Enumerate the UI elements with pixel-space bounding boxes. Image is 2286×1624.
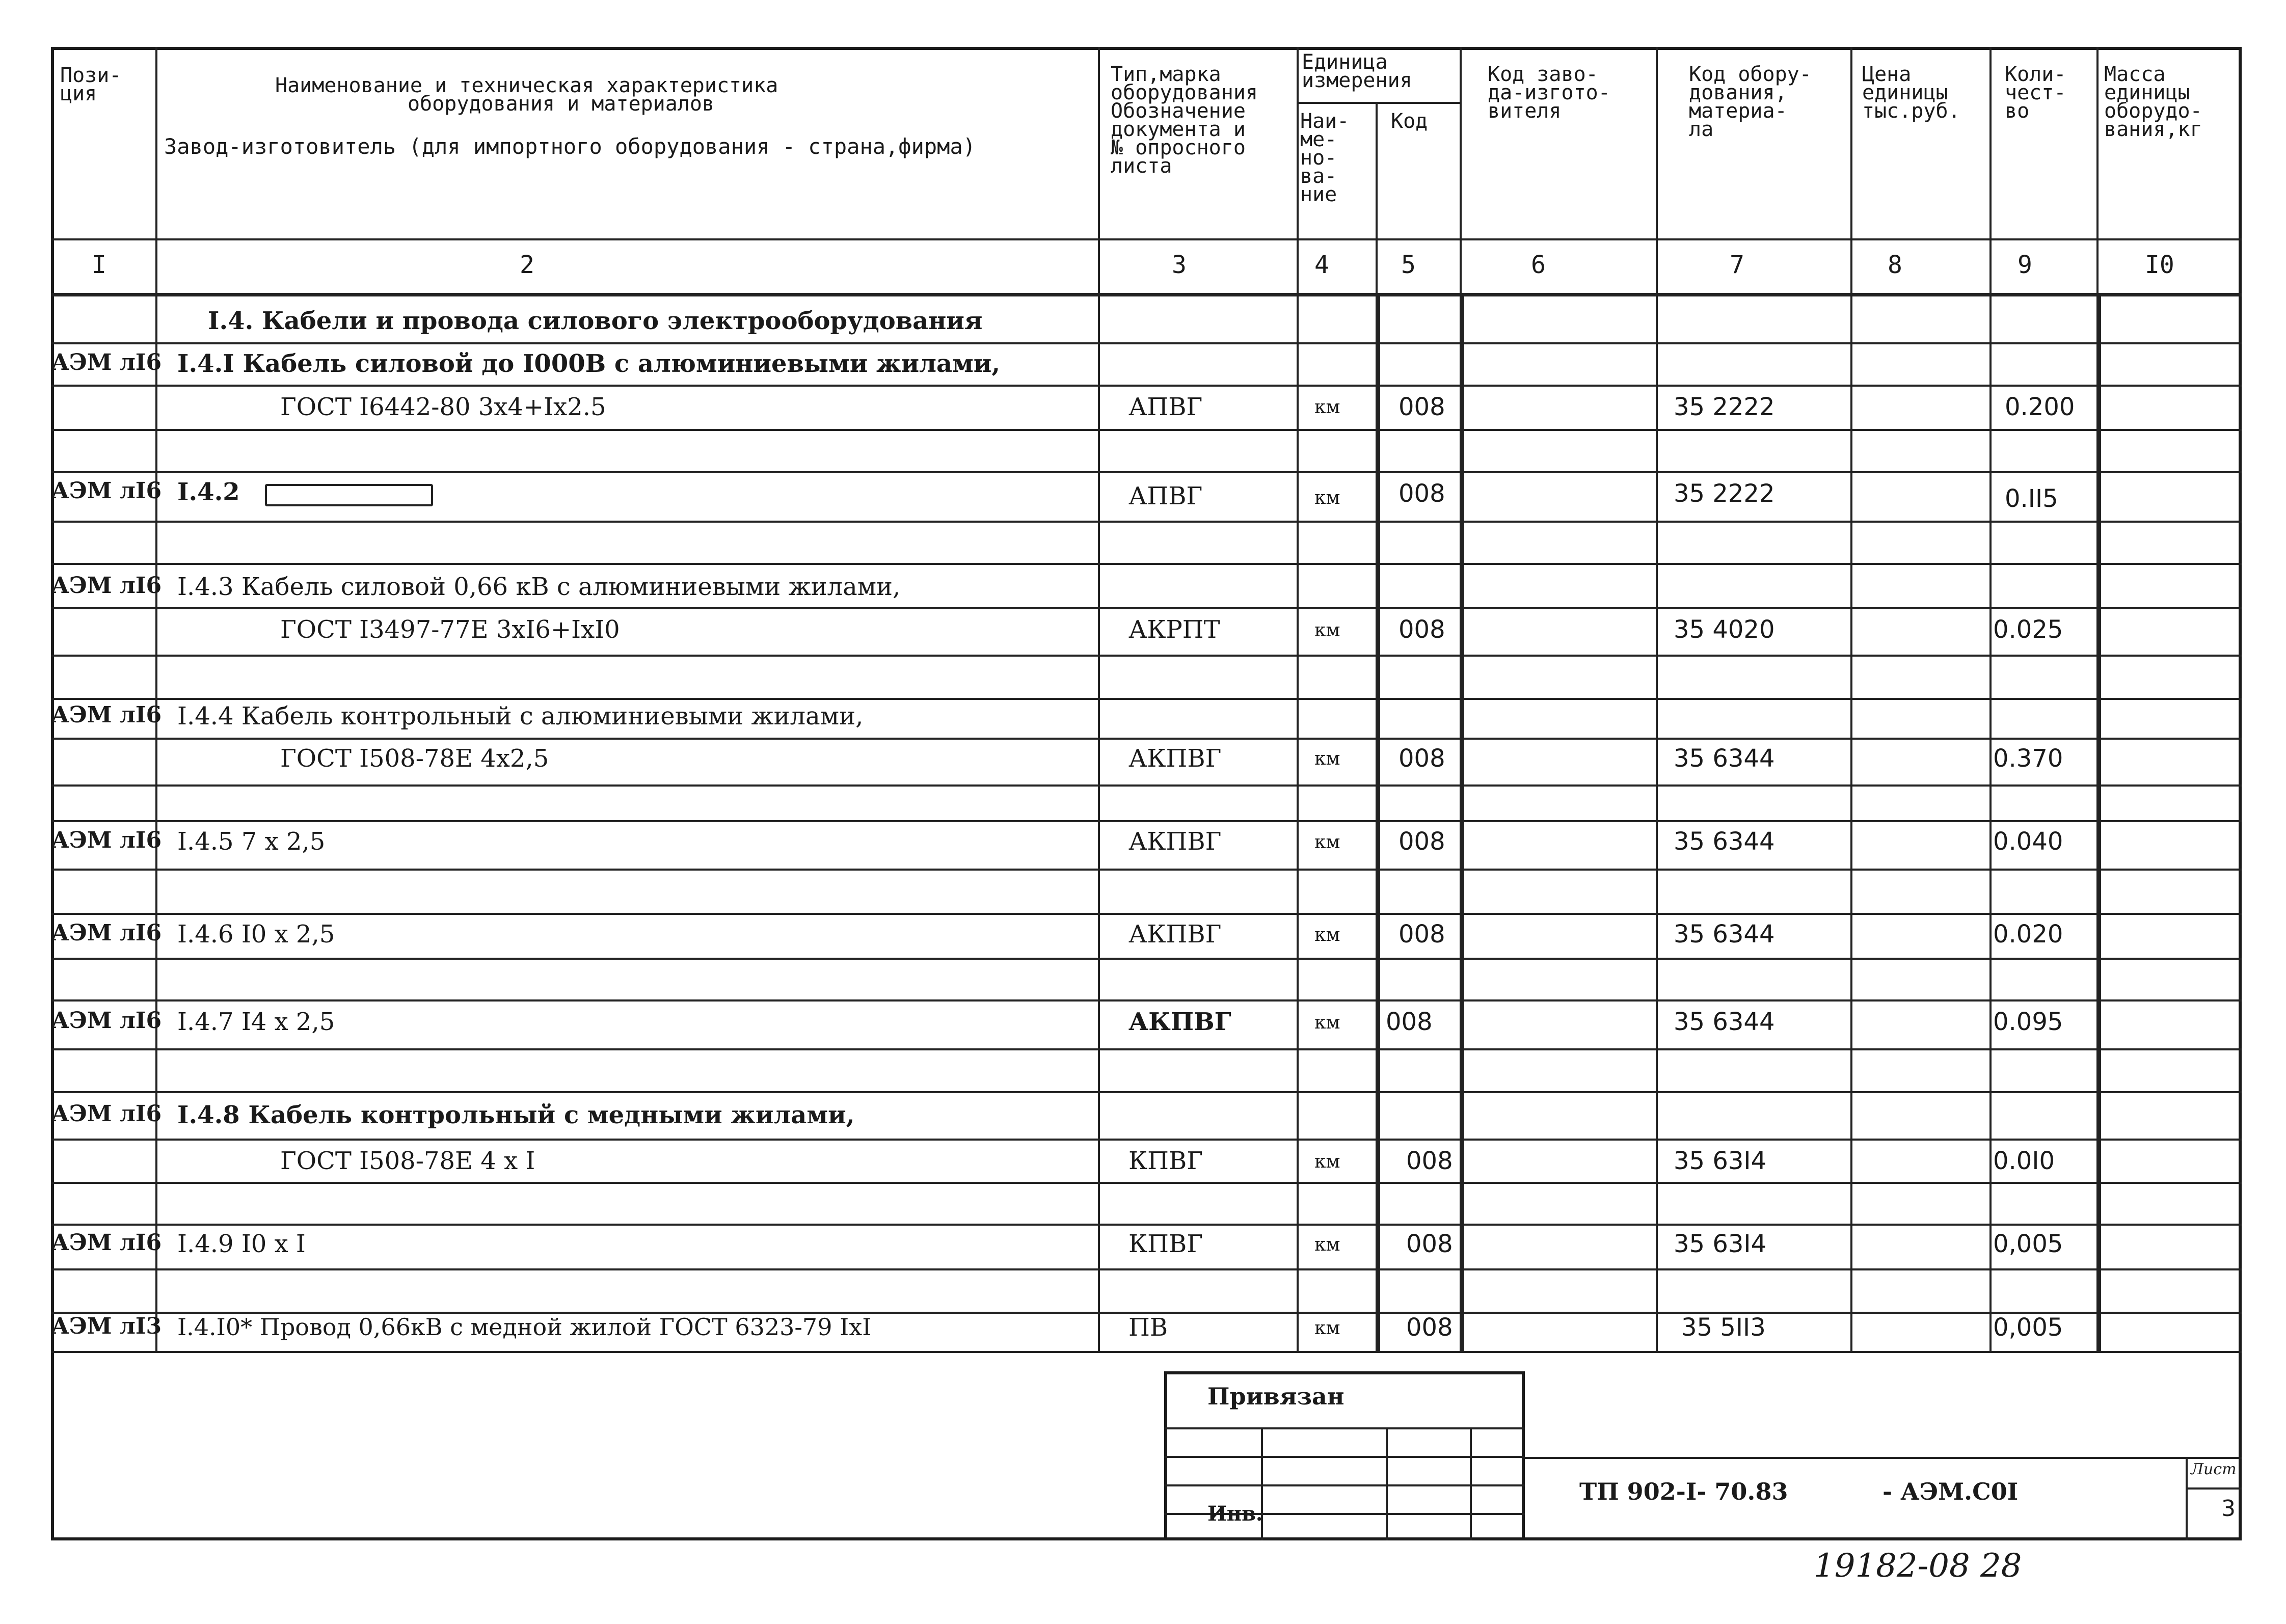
row-code: 008	[1399, 920, 1445, 949]
row-name: I.4.I Кабель силовой до I000В с алюминиевыми жилами,	[177, 349, 1001, 378]
doc-code: ТП 902-I- 70.83	[1579, 1478, 1788, 1505]
row-name: ГОСТ I3497-77Е 3хI6+IхI0	[280, 615, 620, 644]
header-position: Пози- ция	[60, 64, 122, 105]
colnum-3: 3	[1172, 251, 1187, 279]
row-equip-code: 35 4020	[1674, 615, 1775, 644]
col-divider-6	[1656, 47, 1658, 1351]
header-type: Тип,марка оборудования Обозначение документа и № опросного листа	[1111, 63, 1258, 178]
row-equip-code: 35 63I4	[1674, 1147, 1767, 1175]
row-code: 008	[1399, 479, 1445, 508]
row-code: 008	[1406, 1147, 1453, 1175]
stamp-bound-label: Привязан	[1207, 1383, 1344, 1410]
row-qty: 0,005	[1993, 1313, 2063, 1342]
row-position: АЭМ лI6	[51, 1008, 162, 1034]
row-type: АКПВГ	[1128, 1008, 1231, 1036]
row-type: АПВГ	[1128, 393, 1203, 421]
colnum-6: 6	[1531, 251, 1546, 279]
header-maker-code: Код заво- да-изгото- вителя	[1488, 63, 1610, 123]
header-qty: Коли- чест- во	[2005, 63, 2066, 123]
doc-suffix: - АЭМ.С0I	[1882, 1478, 2019, 1505]
header-name-line2: оборудования и материалов	[408, 92, 715, 116]
row-qty: 0.0I0	[1993, 1147, 2055, 1175]
row-code: 008	[1399, 615, 1445, 644]
row-name: ГОСТ I508-78Е 4 х I	[280, 1147, 535, 1175]
colnum-9: 9	[2018, 251, 2032, 279]
row-equip-code: 35 5II3	[1681, 1313, 1766, 1342]
sheet-number: 3	[2221, 1496, 2236, 1522]
stamp-inv-label: Инв.	[1207, 1502, 1263, 1526]
row-name: I.4.9 I0 х I	[177, 1230, 306, 1258]
col-divider-5	[1460, 293, 1464, 1351]
row-qty: 0.II5	[2005, 484, 2058, 513]
sheet-label: Лист	[2191, 1460, 2237, 1478]
row-unit: км	[1314, 1318, 1340, 1339]
row-position: АЭМ лI3	[51, 1313, 162, 1339]
handwritten-number: 19182-08 28	[1814, 1547, 2022, 1585]
row-equip-code: 35 2222	[1674, 479, 1775, 508]
row-name: ГОСТ I508-78Е 4х2,5	[280, 744, 549, 773]
row-position: АЭМ лI6	[51, 478, 162, 504]
row-unit: км	[1314, 1012, 1340, 1033]
row-name: I.4.5 7 х 2,5	[177, 827, 326, 856]
row-type: АКПВГ	[1128, 744, 1222, 773]
row-code: 008	[1406, 1313, 1453, 1342]
row-name: I.4.I0* Провод 0,66кВ с медной жилой ГОСТ 6323-79 IхI	[177, 1313, 872, 1341]
row-unit: км	[1314, 1234, 1340, 1255]
colnum-2: 2	[520, 251, 534, 279]
header-divider	[51, 238, 2242, 240]
row-type: ПВ	[1128, 1313, 1168, 1342]
header-name-line1: Наименование и техническая характеристика	[275, 74, 778, 97]
row-unit: км	[1314, 488, 1340, 508]
col-divider-7	[1850, 47, 1852, 1351]
row-name: I.4.4 Кабель контрольный с алюминиевыми жилами,	[177, 702, 864, 730]
colnum-10: I0	[2145, 251, 2174, 279]
row-name: I.4.7 I4 х 2,5	[177, 1008, 335, 1036]
row-code: 008	[1386, 1008, 1433, 1036]
row-name: I.4.2	[177, 478, 240, 506]
col-divider-8	[1989, 47, 1992, 1351]
row-name: ГОСТ I6442-80 3х4+Iх2.5	[280, 393, 606, 421]
row-equip-code: 35 6344	[1674, 744, 1775, 773]
row-code: 008	[1399, 393, 1445, 421]
row-qty: 0.040	[1993, 827, 2063, 856]
colnum-8: 8	[1888, 251, 1902, 279]
col-divider-3	[1297, 47, 1299, 1351]
header-unit-name: Наи- ме- но- ва- ние	[1300, 110, 1350, 206]
unit-header-divider	[1297, 102, 1460, 104]
row-unit: км	[1314, 397, 1340, 418]
row-position: АЭМ лI6	[51, 1101, 162, 1127]
row-position: АЭМ лI6	[51, 827, 162, 853]
row-name: I.4.8 Кабель контрольный с медными жилами,	[177, 1101, 855, 1129]
row-equip-code: 35 63I4	[1674, 1230, 1767, 1258]
row-unit: км	[1314, 748, 1340, 769]
row-code: 008	[1399, 744, 1445, 773]
row-position: АЭМ лI6	[51, 573, 162, 599]
row-type: КПВГ	[1128, 1147, 1203, 1175]
row-qty: 0,005	[1993, 1230, 2063, 1258]
table-bottom-line	[51, 1351, 2242, 1353]
redacted-box	[265, 484, 433, 506]
row-unit: км	[1314, 925, 1340, 945]
row-type: АКРПТ	[1128, 615, 1220, 644]
colnum-7: 7	[1730, 251, 1744, 279]
header-price: Цена единицы тыс.руб.	[1862, 63, 1960, 123]
row-position: АЭМ лI6	[51, 920, 162, 946]
row-name: I.4.3 Кабель силовой 0,66 кВ с алюминиевыми жилами,	[177, 573, 901, 601]
colnum-divider	[51, 293, 2242, 296]
row-type: АПВГ	[1128, 482, 1203, 510]
row-position: АЭМ лI6	[51, 702, 162, 728]
row-type: АКПВГ	[1128, 827, 1222, 856]
col-divider-2	[1098, 47, 1100, 1351]
stamp-title-top	[1525, 1457, 2242, 1459]
header-unit-group: Единица измерения	[1302, 50, 1412, 92]
col-divider-9	[2096, 293, 2101, 1351]
colnum-5: 5	[1401, 251, 1416, 279]
col-divider-4	[1376, 293, 1380, 1351]
col-divider-1	[155, 47, 157, 1351]
header-equip-code: Код обору- дования, материа- ла	[1689, 63, 1812, 141]
row-position: АЭМ лI6	[51, 1230, 162, 1256]
row-qty: 0.200	[2005, 393, 2075, 421]
row-type: АКПВГ	[1128, 920, 1222, 949]
row-qty: 0.025	[1993, 615, 2063, 644]
colnum-4: 4	[1314, 251, 1329, 279]
row-equip-code: 35 2222	[1674, 393, 1775, 421]
row-qty: 0.095	[1993, 1008, 2063, 1036]
row-type: КПВГ	[1128, 1230, 1203, 1258]
row-code: 008	[1399, 827, 1445, 856]
row-unit: км	[1314, 1151, 1340, 1172]
header-mass: Масса единицы оборудо- вания,кг	[2104, 63, 2202, 141]
row-equip-code: 35 6344	[1674, 920, 1775, 949]
row-qty: 0.370	[1993, 744, 2063, 773]
row-name: I.4.6 I0 х 2,5	[177, 920, 335, 949]
row-code: 008	[1406, 1230, 1453, 1258]
header-unit-code: Код	[1391, 110, 1428, 133]
row-position: АЭМ лI6	[51, 349, 162, 375]
colnum-1: I	[92, 251, 106, 279]
header-name-line3: Завод-изготовитель (для импортного оборудования - страна,фирма)	[164, 134, 976, 159]
row-equip-code: 35 6344	[1674, 1008, 1775, 1036]
row-unit: км	[1314, 620, 1340, 641]
row-qty: 0.020	[1993, 920, 2063, 949]
row-unit: км	[1314, 832, 1340, 853]
row-equip-code: 35 6344	[1674, 827, 1775, 856]
section-title: I.4. Кабели и провода силового электрооборудования	[208, 307, 983, 335]
